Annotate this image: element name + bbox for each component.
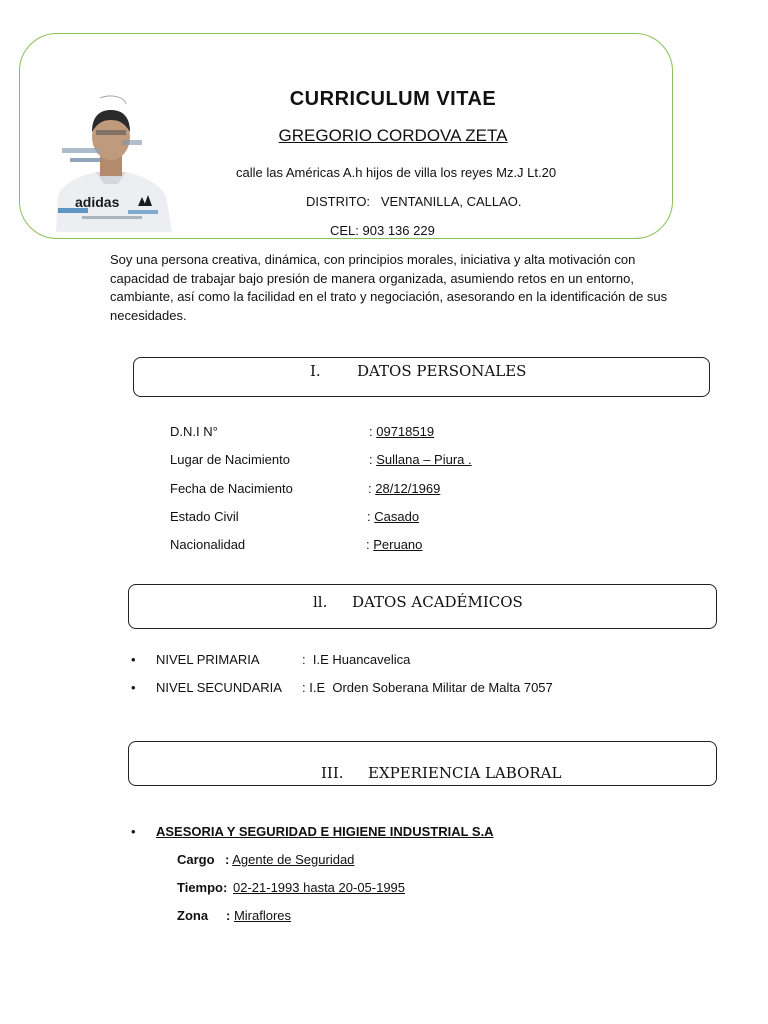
birthdate-label: Fecha de Nacimiento: [170, 481, 293, 496]
district-value: VENTANILLA, CALLAO.: [380, 194, 522, 209]
section-experience-title: EXPERIENCIA LABORAL: [368, 764, 562, 782]
phone: CEL: 903 136 229: [330, 223, 435, 238]
birthdate-value: : 28/12/1969: [368, 481, 441, 496]
section-academic-number: ll.: [313, 593, 328, 611]
section-academic-title: DATOS ACADÉMICOS: [352, 593, 523, 611]
address: calle las Américas A.h hijos de villa los reyes Mz.J Lt.20: [236, 165, 557, 180]
company-name: ASESORIA Y SEGURIDAD E HIGIENE INDUSTRIAL S.A: [156, 824, 494, 839]
nationality-label: Nacionalidad: [170, 537, 246, 552]
tiempo-label: Tiempo:: [177, 880, 228, 895]
cargo-value: : Agente de Seguridad: [225, 852, 355, 867]
district-label: DISTRITO:: [306, 194, 371, 209]
zona-label: Zona: [177, 908, 209, 923]
bullet: •: [131, 652, 136, 667]
cargo-label: Cargo: [177, 852, 215, 867]
section-experience-number: III.: [321, 764, 344, 782]
tiempo-value: 02-21-1993 hasta 20-05-1995: [233, 880, 406, 895]
section-personal-title: DATOS PERSONALES: [357, 362, 527, 380]
cv-title: CURRICULUM VITAE: [289, 88, 497, 110]
birthplace-value: : Sullana – Piura .: [369, 452, 472, 467]
civil-status-value: : Casado: [367, 509, 420, 524]
civil-status-label: Estado Civil: [170, 509, 239, 524]
intro-paragraph: Soy una persona creativa, dinámica, con principios morales, iniciativa y alta motivación con capacidad de trabajar bajo presión de manera organizada, asumiendo retos en un entorno, cambiante, así como la facilidad en el trato y negociación, asesorando en la identificación de sus necesidades.: [110, 252, 668, 323]
birthplace-label: Lugar de Nacimiento: [170, 452, 290, 467]
candidate-name: GREGORIO CORDOVA ZETA: [278, 126, 508, 145]
adidas-logo: [75, 194, 120, 210]
district: [306, 194, 522, 209]
profile-photo: [48, 92, 174, 232]
zona-value: : Miraflores: [226, 908, 292, 923]
dni-label: D.N.I N°: [170, 424, 218, 439]
bullet: •: [131, 824, 136, 839]
secondary-label: NIVEL SECUNDARIA: [156, 680, 282, 695]
secondary-value: : I.E Orden Soberana Militar de Malta 7057: [302, 680, 553, 695]
bullet: •: [131, 680, 136, 695]
section-personal-number: I.: [310, 362, 321, 380]
dni-value: : 09718519: [369, 424, 435, 439]
primary-label: NIVEL PRIMARIA: [156, 652, 260, 667]
svg-text:adidas: adidas: [75, 194, 120, 210]
nationality-value: : Peruano: [366, 537, 423, 552]
primary-value: : I.E Huancavelica: [302, 652, 411, 667]
